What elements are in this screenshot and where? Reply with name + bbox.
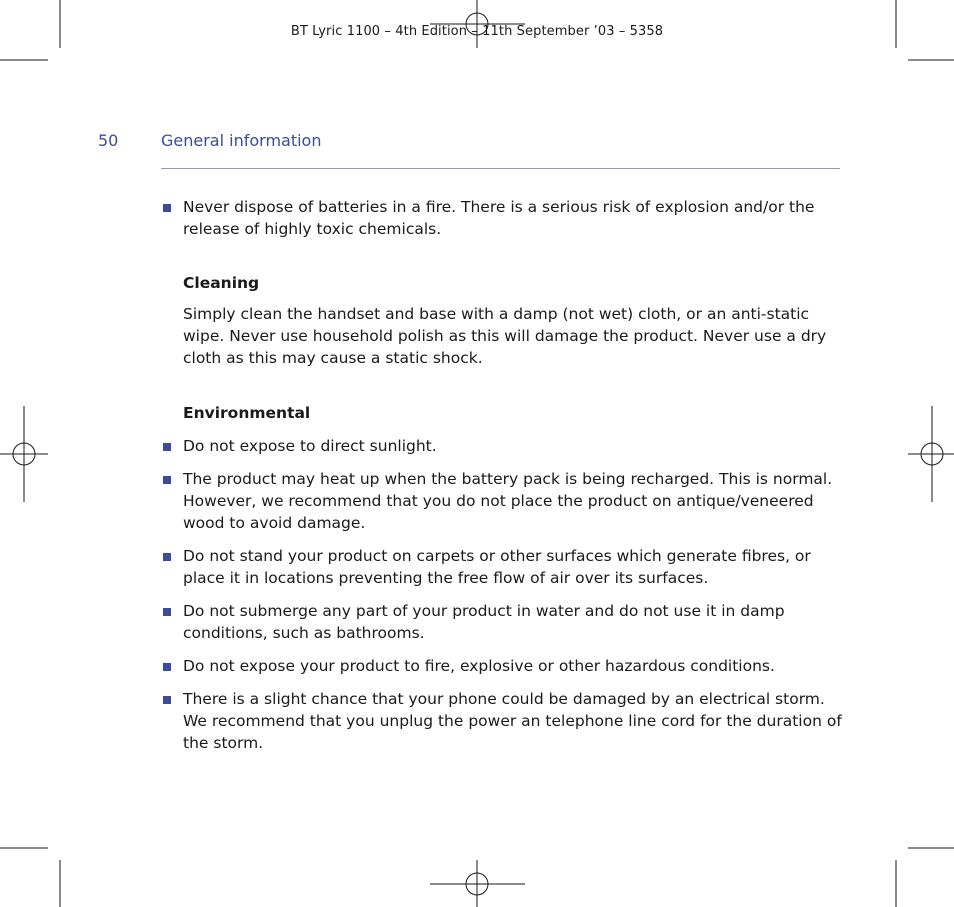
registration-mark-right: [908, 406, 954, 502]
header-divider: [161, 168, 840, 169]
section-title: General information: [161, 131, 322, 150]
list-item: Do not stand your product on carpets or other surfaces which generate fibres, or place it in locations preventing the free flow of air over its surfaces.: [183, 545, 843, 589]
list-item: Never dispose of batteries in a fire. There is a serious risk of explosion and/or the release of highly toxic chemicals.: [183, 196, 843, 240]
page-content: [183, 196, 843, 754]
list-item: Do not expose your product to fire, explosive or other hazardous conditions.: [183, 655, 843, 677]
registration-mark-left: [0, 406, 48, 502]
list-item: There is a slight chance that your phone could be damaged by an electrical storm. We recommend that you unplug the power an telephone line cord for the duration of the storm.: [183, 690, 842, 752]
cleaning-text: Simply clean the handset and base with a damp (not wet) cloth, or an anti-static wipe. Never use household polish as this will damage the product. Never use a dry cloth as this may cause a static shock.: [183, 305, 827, 367]
list-item: The product may heat up when the battery pack is being recharged. This is normal. However, we recommend that you do not place the product on antique/veneered wood to avoid damage.: [183, 468, 843, 534]
list-item: Do not expose to direct sunlight.: [183, 435, 843, 457]
cleaning-heading: Cleaning: [183, 274, 260, 292]
environmental-heading: Environmental: [183, 404, 311, 422]
registration-mark-bottom: [430, 860, 525, 907]
list-item: Do not submerge any part of your product in water and do not use it in damp conditions, such as bathrooms.: [183, 600, 843, 644]
print-slug: BT Lyric 1100 – 4th Edition – 11th September ’03 – 5358: [290, 24, 664, 39]
page-number: 50: [98, 131, 119, 150]
